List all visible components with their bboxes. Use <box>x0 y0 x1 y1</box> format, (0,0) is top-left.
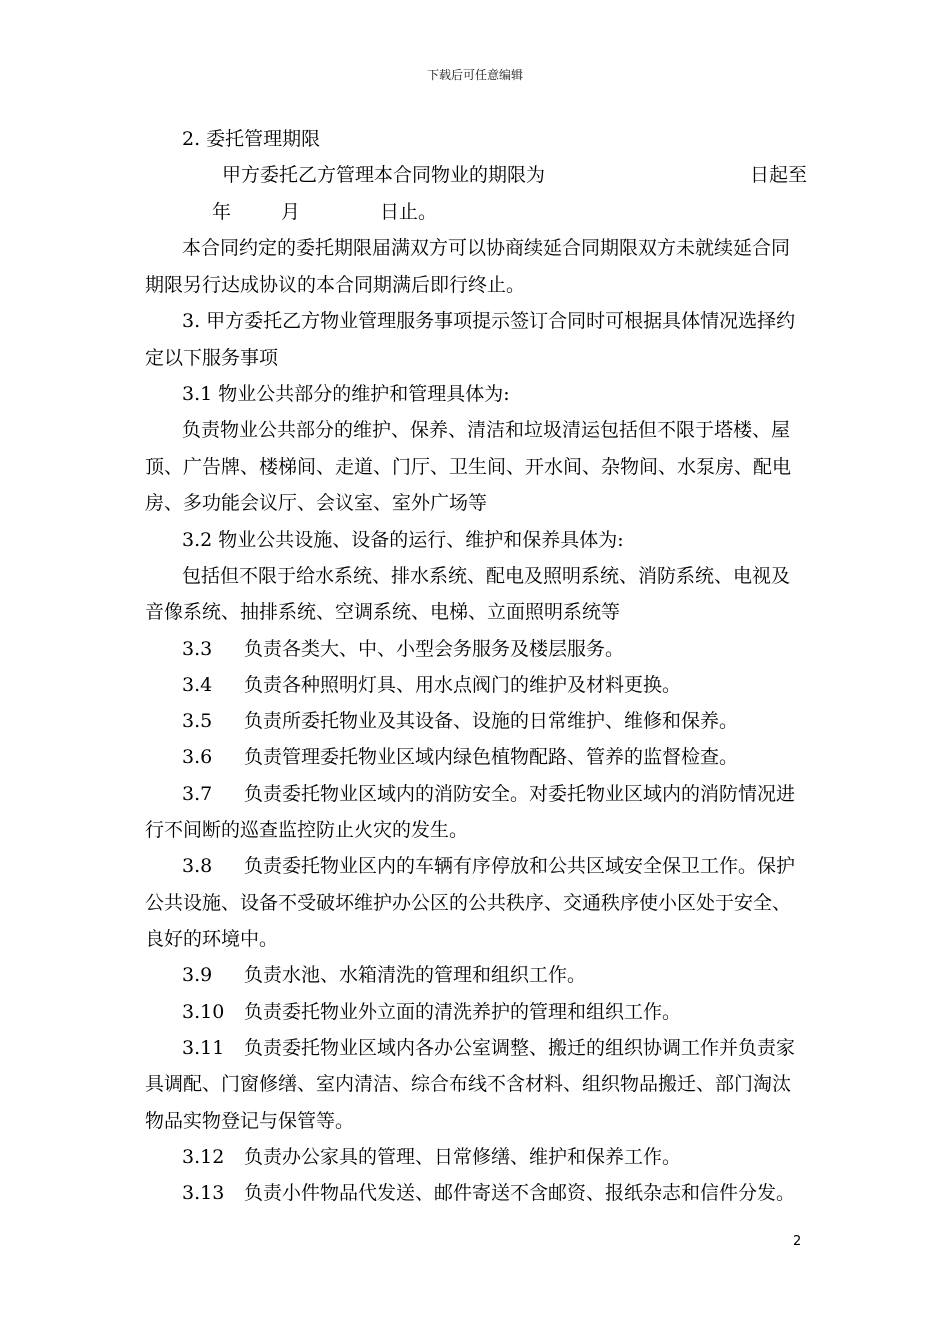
paragraph-line: 公共设施、设备不受破坏维护办公区的公共秩序、交通秩序使小区处于安全、 <box>145 892 792 914</box>
paragraph-line: 包括但不限于给水系统、排水系统、配电及照明系统、消防系统、电视及 <box>182 565 791 587</box>
subsection-heading: 3.1 物业公共部分的维护和管理具体为: <box>182 383 510 405</box>
item-number: 3.3 <box>182 638 213 660</box>
item-number: 3.5 <box>182 710 213 732</box>
item-text: 负责各类大、中、小型会务服务及楼层服务。 <box>244 638 625 660</box>
paragraph-line: 行不间断的巡查监控防止火灾的发生。 <box>145 819 469 841</box>
item-text: 负责委托物业区域内的消防安全。对委托物业区域内的消防情况进 <box>244 783 796 805</box>
paragraph-line: 本合同约定的委托期限届满双方可以协商续延合同期限双方未就续延合同 <box>182 237 791 259</box>
section-3-heading: 3. 甲方委托乙方物业管理服务事项提示签订合同时可根据具体情况选择约 <box>182 310 796 332</box>
item-number: 3.8 <box>182 855 213 877</box>
term-year: 年 <box>212 201 232 223</box>
term-month: 月 <box>281 201 301 223</box>
item-text: 负责水池、水箱清洗的管理和组织工作。 <box>244 964 587 986</box>
paragraph-line: 良好的环境中。 <box>145 928 279 950</box>
paragraph-line: 期限另行达成协议的本合同期满后即行终止。 <box>145 274 526 296</box>
item-number: 3.4 <box>182 674 213 696</box>
paragraph-line: 房、多功能会议厅、会议室、室外广场等 <box>145 492 488 514</box>
term-day-end: 日止。 <box>380 201 438 223</box>
paragraph-line: 定以下服务事项 <box>145 347 279 369</box>
item-text: 负责小件物品代发送、邮件寄送不含邮资、报纸杂志和信件分发。 <box>244 1182 796 1204</box>
term-text-from: 日起至 <box>750 164 808 186</box>
paragraph-line: 物品实物登记与保管等。 <box>145 1110 355 1132</box>
item-text: 负责管理委托物业区域内绿色植物配路、管养的监督检查。 <box>244 746 739 768</box>
item-number: 3.11 <box>182 1037 225 1059</box>
item-text: 负责委托物业外立面的清洗养护的管理和组织工作。 <box>244 1001 682 1023</box>
item-text: 负责委托物业区内的车辆有序停放和公共区域安全保卫工作。保护 <box>244 855 796 877</box>
paragraph-line: 顶、广告牌、楼梯间、走道、门厅、卫生间、开水间、杂物间、水泵房、配电 <box>145 456 792 478</box>
page-header: 下载后可任意编辑 <box>426 68 523 82</box>
paragraph-line: 负责物业公共部分的维护、保养、清洁和垃圾清运包括但不限于塔楼、屋 <box>182 419 791 441</box>
item-number: 3.6 <box>182 746 213 768</box>
item-text: 负责办公家具的管理、日常修缮、维护和保养工作。 <box>244 1146 682 1168</box>
item-number: 3.12 <box>182 1146 225 1168</box>
item-number: 3.9 <box>182 964 213 986</box>
item-number: 3.7 <box>182 783 213 805</box>
item-number: 3.10 <box>182 1001 225 1023</box>
subsection-heading: 3.2 物业公共设施、设备的运行、维护和保养具体为: <box>182 529 624 551</box>
item-text: 负责各种照明灯具、用水点阀门的维护及材料更换。 <box>244 674 682 696</box>
item-text: 负责所委托物业及其设备、设施的日常维护、维修和保养。 <box>244 710 739 732</box>
section-2-heading: 2. 委托管理期限 <box>182 128 321 150</box>
paragraph-line: 具调配、门窗修缮、室内清洁、综合布线不含材料、组织物品搬迁、部门淘汰 <box>145 1073 792 1095</box>
page-number: 2 <box>793 1234 802 1249</box>
item-number: 3.13 <box>182 1182 225 1204</box>
paragraph-line: 音像系统、抽排系统、空调系统、电梯、立面照明系统等 <box>145 601 621 623</box>
term-text-start: 甲方委托乙方管理本合同物业的期限为 <box>222 164 546 186</box>
item-text: 负责委托物业区域内各办公室调整、搬迁的组织协调工作并负责家 <box>244 1037 796 1059</box>
